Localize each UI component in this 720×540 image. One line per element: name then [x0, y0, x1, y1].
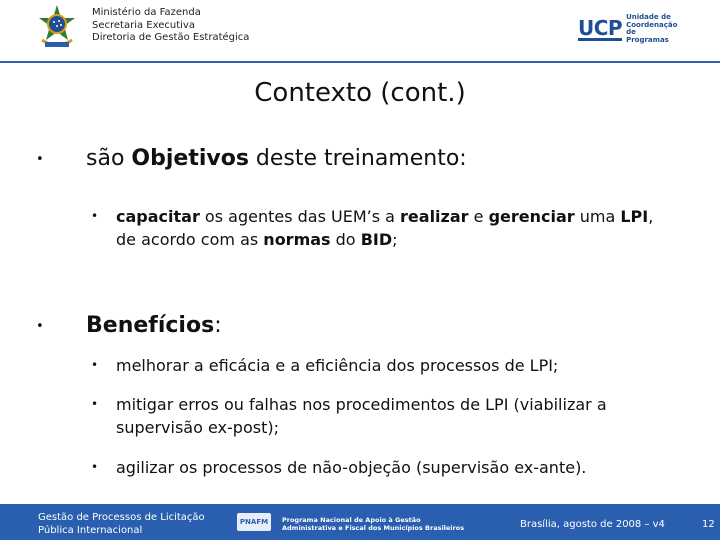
footer-date-version: Brasília, agosto de 2008 – v4 [520, 519, 665, 530]
objective-text-segment: e [468, 207, 489, 226]
pnafm-logo-icon: PNAFM [237, 513, 271, 531]
org-ministry: Ministério da Fazenda [92, 7, 201, 18]
coat-of-arms-icon [36, 4, 78, 50]
objective-bullet: • [91, 209, 99, 223]
ucp-logo [578, 14, 678, 44]
section2-bullet: • [36, 319, 44, 334]
objective-text-segment: do [330, 230, 361, 249]
ucp-logo-subtitle: Unidade de Coordenação de Programas [626, 13, 678, 44]
page-number: 12 [702, 519, 715, 530]
benefit-item: mitigar erros ou falhas nos procedimentos de LPI (viabilizar a supervisão ex-post); [116, 395, 607, 437]
benefit-bullet: • [91, 397, 99, 411]
benefit-item: melhorar a eficácia e a eficiência dos processos de LPI; [116, 356, 559, 375]
objective-text-segment: , de acordo com as [116, 207, 654, 249]
footer-program-name: Programa Nacional de Apoio à Gestão Administrativa e Fiscal dos Municípios Brasileiros [282, 516, 465, 532]
benefit-item: agilizar os processos de não-objeção (supervisão ex-ante). [116, 458, 587, 477]
objective-text [116, 205, 676, 251]
objective-keyword: realizar [400, 207, 469, 226]
org-directorate: Diretoria de Gestão Estratégica [92, 32, 250, 43]
slide-title: Contexto (cont.) [254, 78, 466, 108]
org-secretariat: Secretaria Executiva [92, 19, 195, 31]
footer-course-title: Gestão de Processos de Licitação Pública Internacional [38, 512, 205, 536]
section2-heading: Benefícios: [86, 313, 222, 338]
ucp-logo-text: UCP [578, 15, 623, 40]
benefit-bullet: • [91, 358, 99, 372]
objective-keyword: normas [263, 230, 331, 249]
section1-bullet: • [36, 152, 44, 167]
organization-header [92, 7, 249, 45]
objective-text-segment: ; [392, 230, 398, 249]
objective-keyword: capacitar [116, 207, 200, 226]
header-divider [0, 61, 720, 63]
objective-text-segment: uma [574, 207, 621, 226]
benefit-bullet: • [91, 460, 99, 474]
objective-keyword: LPI [620, 207, 649, 226]
objective-keyword: gerenciar [488, 207, 575, 226]
section1-heading: são Objetivos deste treinamento: [86, 146, 467, 171]
footer-bar [0, 504, 720, 540]
objective-text-segment: os agentes das UEM’s a [199, 207, 401, 226]
objective-keyword: BID [360, 230, 393, 249]
